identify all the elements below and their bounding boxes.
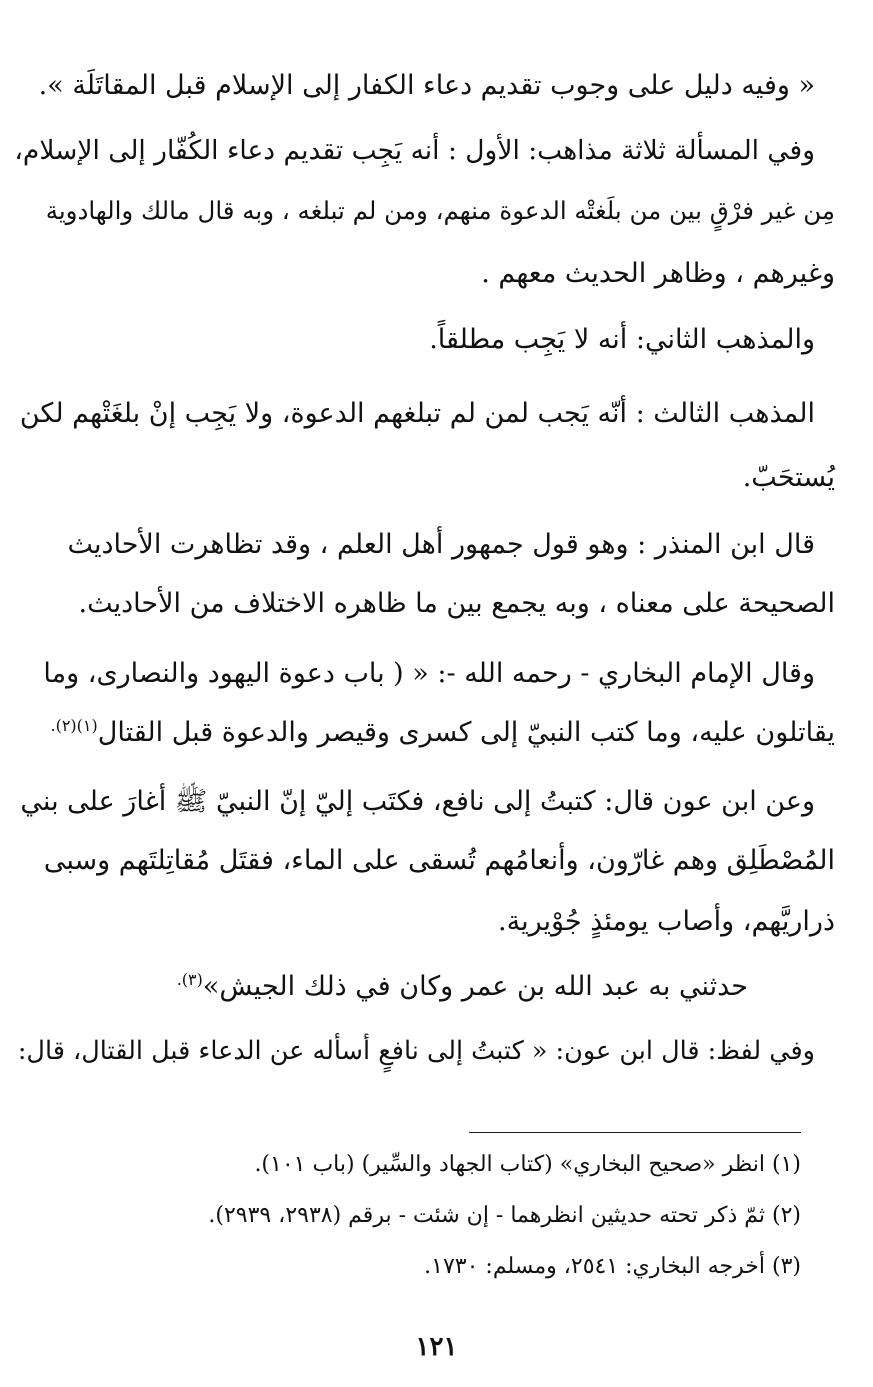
text-line-4: وغيرهم ، وظاهر الحديث معهم . — [481, 258, 835, 289]
footnote-2: (٢) ثمّ ذكر تحته حديثين انظرهما - إن شئت - برقم (٢٩٣٨، ٢٩٣٩). — [208, 1203, 801, 1228]
text-line-12: وعن ابن عون قال: كتبتُ إلى نافع، فكتَب إليّ إنّ النبيّ ﷺ أغارَ على بني — [20, 786, 815, 817]
footnote-1: (١) انظر «صحيح البخاري» (كتاب الجهاد والسِّير) (باب ١٠١). — [254, 1152, 801, 1177]
text-line-14: ذراريَّهم، وأصاب يومئذٍ جُوْيرية. — [498, 906, 835, 937]
footnote-ref-1-2: (١)(٢). — [50, 716, 98, 735]
text-line-10: وقال الإمام البخاري - رحمه الله -: « ( باب دعوة اليهود والنصارى، وما — [43, 658, 815, 689]
text-line-6: المذهب الثالث : أنّه يَجب لمن لم تبلغهم الدعوة، ولا يَجِب إنْ بلغَتْهم لكن — [19, 398, 815, 429]
footnote-separator — [469, 1132, 801, 1133]
text-line-15-body: حدثني به عبد الله بن عمر وكان في ذلك الجيش» — [202, 971, 748, 1002]
text-line-1: « وفيه دليل على وجوب تقديم دعاء الكفار إلى الإسلام قبل المقاتَلَة ». — [38, 70, 815, 101]
footnote-ref-3: (٣). — [176, 970, 203, 989]
text-line-16: وفي لفظ: قال ابن عون: « كتبتُ إلى نافعٍ أسأله عن الدعاء قبل القتال، قال: — [17, 1036, 815, 1066]
text-line-9: الصحيحة على معناه ، وبه يجمع بين ما ظاهره الاختلاف من الأحاديث. — [78, 588, 835, 619]
text-line-11-body: يقاتلون عليه، وما كتب النبيّ إلى كسرى وقيصر والدعوة قبل القتال — [97, 717, 835, 748]
text-line-15 — [177, 970, 748, 1002]
text-line-3: مِن غير فرْقٍ بين من بلَغتْه الدعوة منهم، ومن لم تبلغه ، وبه قال مالك والهادوية — [45, 196, 835, 225]
text-line-5: والمذهب الثاني: أنه لا يَجِب مطلقاً. — [429, 324, 815, 355]
text-line-7: يُستحَبّ. — [742, 462, 835, 493]
text-line-11 — [51, 716, 836, 748]
text-line-13: المُصْطَلِق وهم غارّون، وأنعامُهم تُسقى على الماء، فقتَل مُقاتِلتَهم وسبى — [43, 845, 835, 876]
page-number: ١٢١ — [415, 1332, 458, 1362]
text-line-2: وفي المسألة ثلاثة مذاهب: الأول : أنه يَجِب تقديم دعاء الكُفّار إلى الإسلام، — [14, 135, 815, 166]
text-line-8: قال ابن المنذر : وهو قول جمهور أهل العلم ، وقد تظاهرت الأحاديث — [67, 529, 815, 560]
footnote-3: (٣) أخرجه البخاري: ٢٥٤١، ومسلم: ١٧٣٠. — [424, 1254, 801, 1279]
